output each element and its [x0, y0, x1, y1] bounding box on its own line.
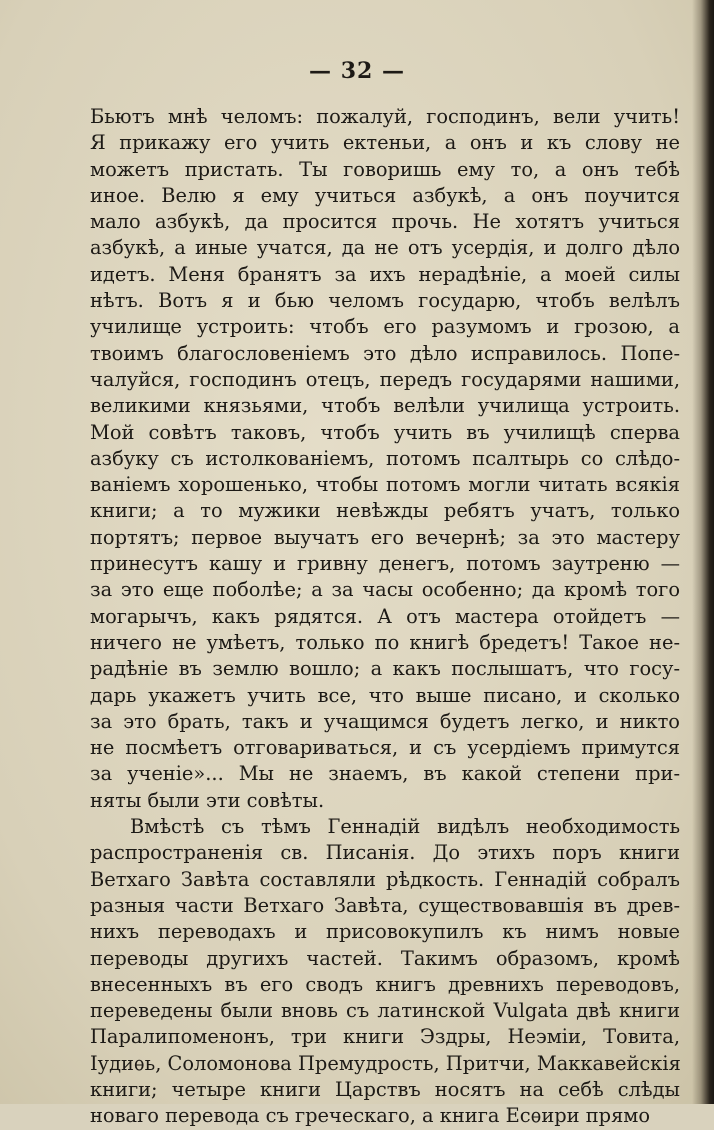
text-line: разныя части Ветхаго Завѣта, существовавшія въ древ-: [90, 893, 680, 917]
text-line: Я прикажу его учить ектеньи, а онъ и къ слову не: [90, 131, 680, 155]
text-line: няты были эти совѣты.: [90, 788, 325, 812]
text-line: ваніемъ хорошенько, чтобы потомъ могли читать всякія: [90, 473, 680, 497]
text-line: азбукѣ, а иные учатся, да не отъ усердія, и долго дѣло: [90, 236, 680, 260]
text-line: Іудиѳь, Соломонова Премудрость, Притчи, Маккавейскія: [90, 1051, 681, 1075]
text-line: дарь укажетъ учить все, что выше писано, и сколько: [90, 683, 680, 707]
text-line: за ученіе»... Мы не знаемъ, въ какой степени при-: [90, 762, 680, 786]
text-line: за это брать, такъ и учащимся будетъ легко, и никто: [90, 709, 680, 733]
text-line: великими князьями, чтобъ велѣли училища устроить.: [90, 394, 680, 418]
page-number: — 32 —: [309, 58, 405, 84]
text-line: за это еще поболѣе; а за часы особенно; да кромѣ того: [90, 578, 680, 602]
text-line: новаго перевода съ греческаго, а книга Есѳири прямо: [90, 1104, 651, 1128]
text-line: книги; а то мужики невѣжды ребятъ учатъ, только: [90, 499, 680, 523]
body-text: [90, 104, 680, 1130]
book-spine-shadow: [692, 0, 714, 1104]
text-line: переведены были вновь съ латинской Vulgata двѣ книги: [90, 999, 680, 1023]
text-line: твоимъ благословеніемъ это дѣло исправилось. Попе-: [90, 341, 680, 365]
text-line: переводы другихъ частей. Такимъ образомъ, кромѣ: [90, 946, 680, 970]
text-line: Вмѣстѣ съ тѣмъ Геннадій видѣлъ необходимость: [130, 815, 680, 839]
text-line: могарычъ, какъ рядятся. А отъ мастера отойдетъ —: [90, 604, 680, 628]
text-line: ничего не умѣетъ, только по книгѣ бредетъ! Такое не-: [90, 630, 680, 654]
text-line: чалуйся, господинъ отецъ, передъ государями нашими,: [90, 367, 680, 391]
text-line: портятъ; первое выучатъ его вечернѣ; за это мастеру: [90, 525, 680, 549]
text-line: идетъ. Меня бранятъ за ихъ нерадѣніе, а моей силы: [90, 262, 680, 286]
text-line: училище устроить: чтобъ его разумомъ и грозою, а: [90, 315, 680, 339]
text-line: не посмѣетъ отговариваться, и съ усердіемъ примутся: [90, 736, 680, 760]
text-line: внесенныхъ въ его сводъ книгъ древнихъ переводовъ,: [90, 972, 680, 996]
text-line: принесутъ кашу и гривну денегъ, потомъ заутреню —: [90, 552, 680, 576]
text-line: распространенія св. Писанія. До этихъ поръ книги: [90, 841, 680, 865]
text-line: можетъ пристать. Ты говоришь ему то, а онъ тебѣ: [90, 157, 680, 181]
text-line: азбуку съ истолкованіемъ, потомъ псалтырь со слѣдо-: [90, 446, 680, 470]
text-line: Паралипоменонъ, три книги Эздры, Неэміи, Товита,: [90, 1025, 680, 1049]
text-line: нихъ переводахъ и присовокупилъ къ нимъ новые: [90, 920, 680, 944]
text-line: иное. Велю я ему учиться азбукѣ, а онъ поучится: [90, 183, 680, 207]
text-line: Ветхаго Завѣта составляли рѣдкость. Геннадій собралъ: [90, 867, 680, 891]
text-line: нѣтъ. Вотъ я и бью челомъ государю, чтобъ велѣлъ: [90, 289, 680, 313]
text-line: мало азбукѣ, да просится прочь. Не хотятъ учиться: [90, 210, 680, 234]
text-line: книги; четыре книги Царствъ носятъ на себѣ слѣды: [90, 1077, 680, 1101]
text-line: Бьютъ мнѣ челомъ: пожалуй, господинъ, вели учить!: [90, 105, 680, 128]
text-line: радѣніе въ землю вошло; а какъ послышатъ, что госу-: [90, 657, 680, 681]
text-line: Мой совѣтъ таковъ, чтобъ учить въ училищѣ сперва: [90, 420, 680, 444]
